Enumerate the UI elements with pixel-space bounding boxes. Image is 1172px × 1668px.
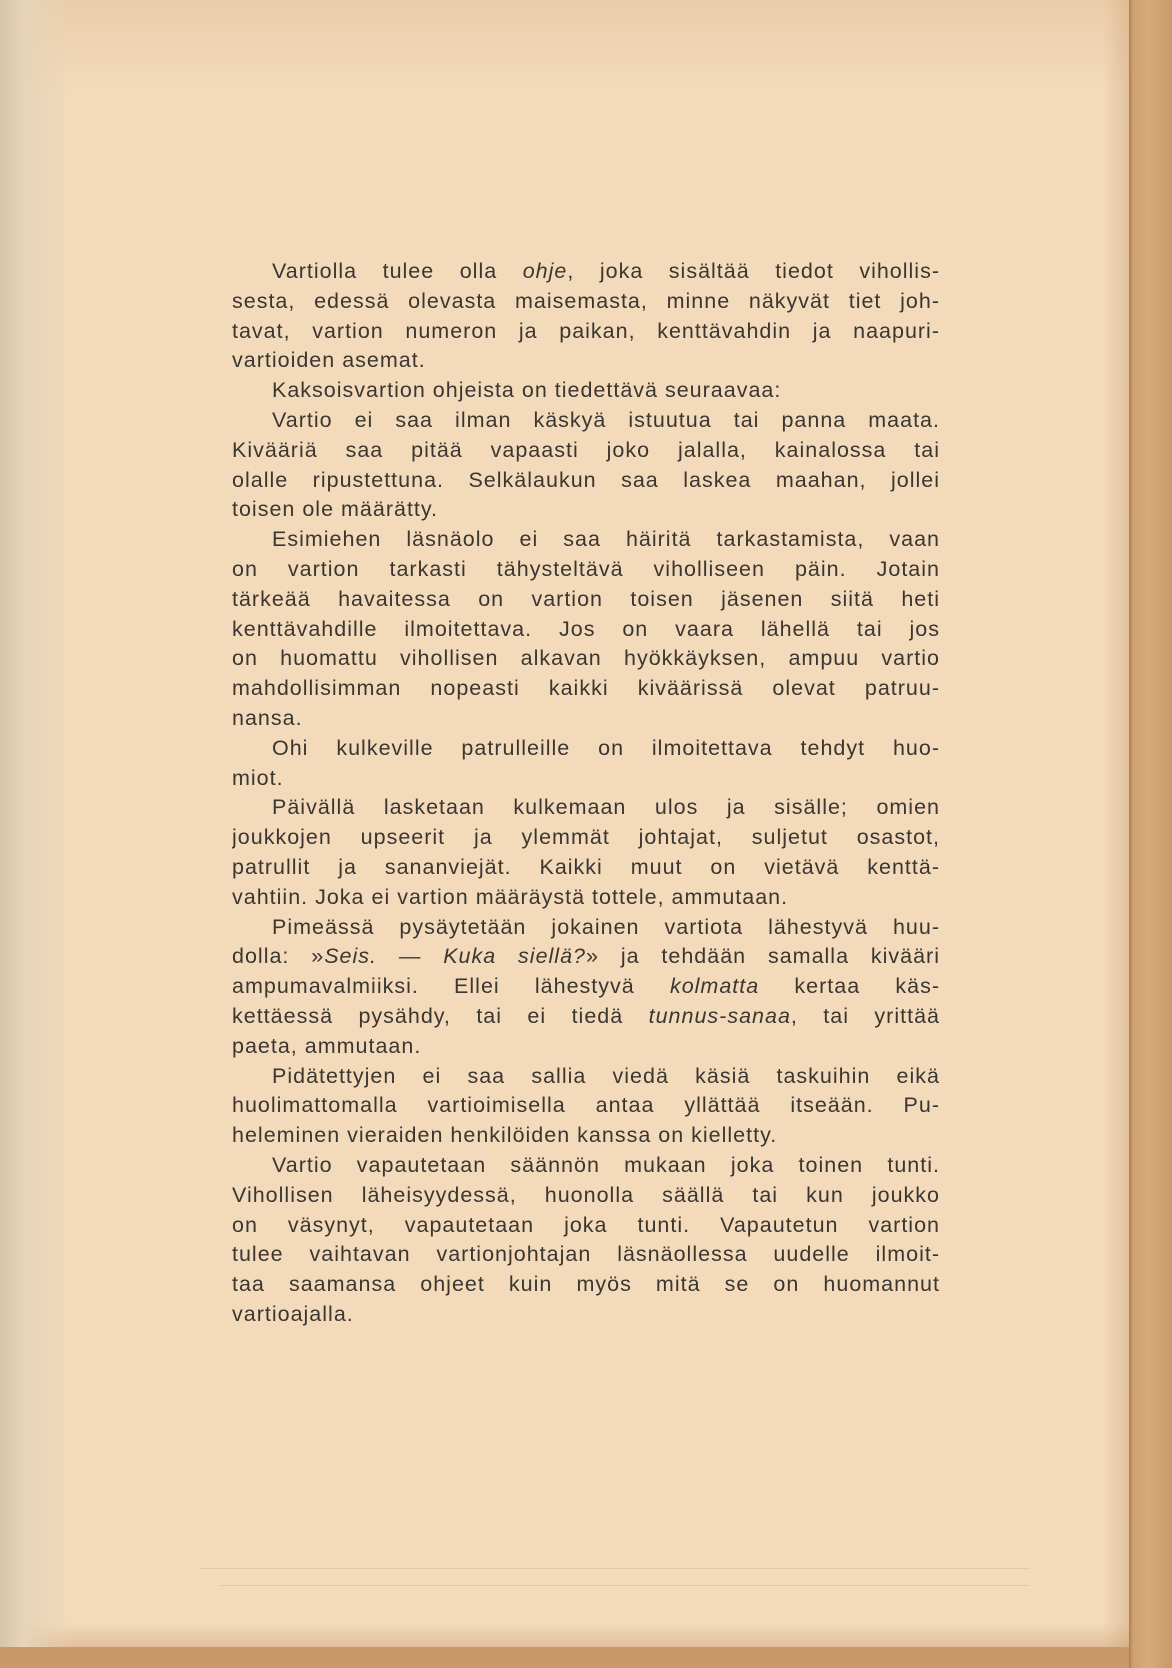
text-line: Kaksoisvartion ohjeista on tiedettävä seuraavaa: xyxy=(272,378,782,403)
emphasized-word: Seis. xyxy=(324,944,378,969)
text-line: tavat, vartion numeron ja paikan, kenttävahdin ja naapuri- xyxy=(232,318,940,343)
text-line xyxy=(232,1002,940,1032)
text-segment: kettäessä pysähdy, tai ei tiedä xyxy=(232,1003,649,1028)
text-line: paeta, ammutaan. xyxy=(232,1033,422,1058)
scan-backdrop xyxy=(1129,0,1172,1668)
text-segment: ampumavalmiiksi. Ellei lähestyvä xyxy=(232,974,670,999)
paragraph xyxy=(232,257,940,376)
paragraph xyxy=(232,1151,940,1330)
text-line: Pidätettyjen ei saa sallia viedä käsiä taskuihin eikä xyxy=(272,1063,940,1088)
text-line: patrullit ja sananviejät. Kaikki muut on vietävä kenttä- xyxy=(232,854,940,879)
emphasized-word: kolmatta xyxy=(669,974,760,999)
text-line: taa saamansa ohjeet kuin myös mitä se on huomannut xyxy=(232,1272,940,1297)
paragraph xyxy=(232,376,940,406)
text-line: tulee vaihtavan vartionjohtajan läsnäollessa uudelle ilmoit- xyxy=(232,1242,940,1267)
emphasized-word: tunnus-sanaa xyxy=(648,1003,791,1028)
text-line: olalle ripustettuna. Selkälaukun saa laskea maahan, jollei xyxy=(232,467,940,492)
text-line: joukkojen upseerit ja ylemmät johtajat, suljetut osastot, xyxy=(232,825,940,850)
text-line: heleminen vieraiden henkilöiden kanssa on kielletty. xyxy=(232,1123,778,1148)
text-line: on huomattu vihollisen alkavan hyökkäyksen, ampuu vartio xyxy=(232,646,940,671)
text-line: vahtiin. Joka ei vartion määräystä tottele, ammutaan. xyxy=(232,884,789,909)
text-line xyxy=(232,972,940,1002)
text-line: Päivällä lasketaan kulkemaan ulos ja sisälle; omien xyxy=(272,795,940,820)
paragraph xyxy=(232,525,940,734)
paper-crease xyxy=(200,1568,1030,1569)
text-segment: , joka sisältää tiedot vihollis- xyxy=(567,259,940,283)
text-line: Vartio vapautetaan säännön mukaan joka toinen tunti. xyxy=(272,1152,940,1177)
paper-crease xyxy=(220,1585,1030,1586)
text-segment: dolla: » xyxy=(232,944,325,969)
text-line: vartioajalla. xyxy=(232,1301,354,1326)
text-line: mahdollisimman nopeasti kaikki kiväärissä olevat patruu- xyxy=(232,676,940,701)
text-line: on vartion tarkasti tähysteltävä viholliseen päin. Jotain xyxy=(232,556,940,581)
text-line: tärkeää havaitessa on vartion toisen jäsenen siitä heti xyxy=(232,586,940,611)
text-line: vartioiden asemat. xyxy=(232,348,426,373)
text-line: on väsynyt, vapautetaan joka tunti. Vapautetun vartion xyxy=(232,1212,940,1237)
text-line: Vihollisen läheisyydessä, huonolla säällä tai kun joukko xyxy=(232,1182,940,1207)
text-line xyxy=(232,257,940,287)
emphasized-word: ohje xyxy=(522,259,568,283)
text-line: sesta, edessä olevasta maisemasta, minne näkyvät tiet joh- xyxy=(232,288,940,313)
text-segment: kertaa käs- xyxy=(759,974,940,999)
text-segment: , tai yrittää xyxy=(790,1003,940,1028)
text-line: Vartio ei saa ilman käskyä istuutua tai panna maata. xyxy=(272,407,940,432)
text-line: Kivääriä saa pitää vapaasti joko jalalla, kainalossa tai xyxy=(232,437,940,462)
emphasized-word: Kuka siellä? xyxy=(443,944,587,969)
text-line: huolimattomalla vartioimisella antaa yllättää itseään. Pu- xyxy=(232,1093,940,1118)
paragraph xyxy=(232,793,940,912)
text-line xyxy=(232,942,940,972)
body-text xyxy=(232,257,940,1330)
text-line: miot. xyxy=(232,765,284,790)
text-line: kenttävahdille ilmoitettava. Jos on vaara lähellä tai jos xyxy=(232,616,940,641)
paragraph xyxy=(232,406,940,525)
text-line: Ohi kulkeville patrulleille on ilmoitettava tehdyt huo- xyxy=(272,735,940,760)
text-segment: Vartiolla tulee olla xyxy=(272,259,523,283)
paragraph xyxy=(232,734,940,794)
text-line: toisen ole määrätty. xyxy=(232,497,439,522)
paragraph xyxy=(232,1062,940,1151)
text-segment: — xyxy=(377,944,444,969)
text-line: nansa. xyxy=(232,705,303,730)
text-line: Pimeässä pysäytetään jokainen vartiota lähestyvä huu- xyxy=(272,914,940,939)
text-segment: » ja tehdään samalla kivääri xyxy=(586,944,940,969)
text-line: Esimiehen läsnäolo ei saa häiritä tarkastamista, vaan xyxy=(272,527,940,552)
paragraph xyxy=(232,913,940,1062)
